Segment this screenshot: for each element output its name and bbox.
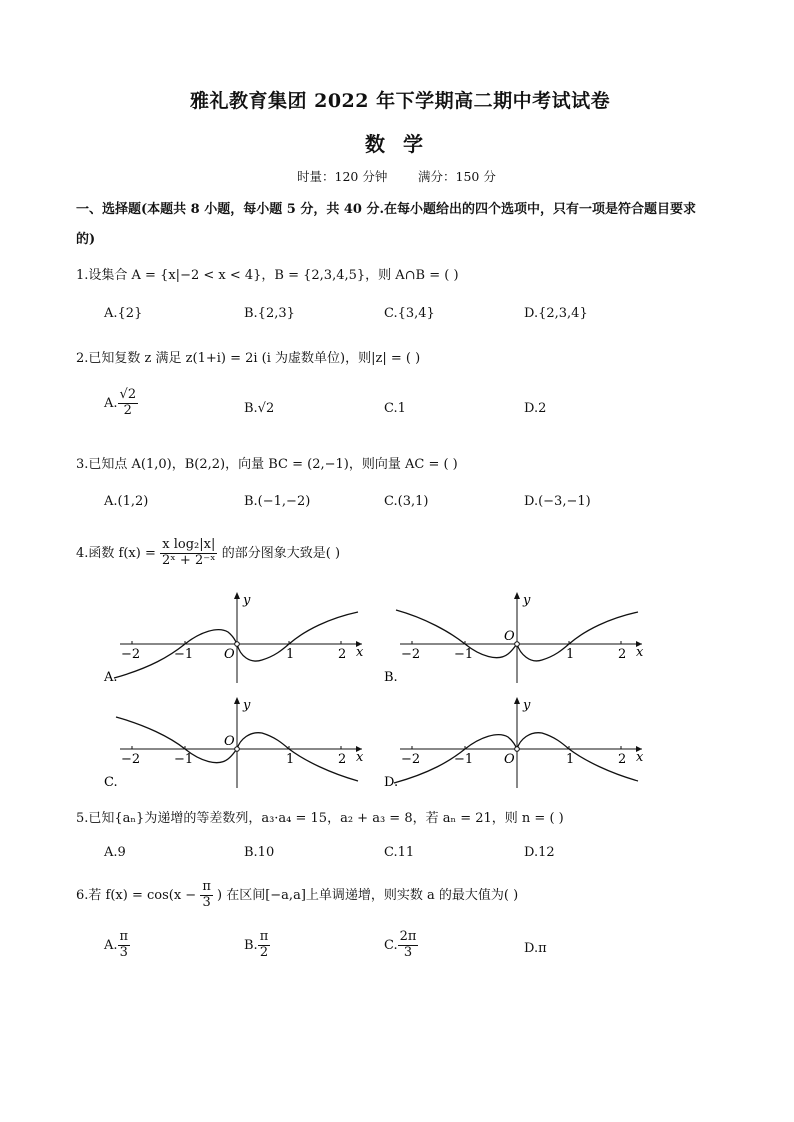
q1-option-d[interactable]: D.{2,3,4}: [524, 306, 588, 321]
origin-label: O: [504, 629, 515, 644]
q2-option-a-denominator: 2: [123, 402, 132, 418]
origin-label: O: [504, 752, 515, 767]
question-3-stem: 3.已知点 A(1,0)，B(2,2)，向量 BC = (2,−1)，则向量 AC = ( ): [76, 457, 458, 472]
q4-graph-d[interactable]: [380, 693, 650, 793]
tick-label-minus1: −1: [174, 647, 194, 662]
q6-option-b-fraction: [258, 930, 271, 961]
origin-hole: [515, 747, 520, 752]
graph-option-label: B.: [384, 670, 398, 685]
question-4-stem: [76, 538, 340, 569]
q6-option-c-denominator: 3: [403, 944, 413, 960]
tick-label-minus2: −2: [121, 647, 141, 662]
q2-option-d[interactable]: D.2: [524, 401, 547, 416]
q2-option-a-prefix: A.: [104, 395, 118, 411]
y-axis-label: y: [243, 593, 251, 608]
tick-label-2: 2: [338, 752, 347, 767]
q3-option-a[interactable]: A.(1,2): [104, 494, 149, 509]
q2-option-a[interactable]: [104, 388, 138, 419]
q2-option-b[interactable]: B.√2: [244, 401, 275, 416]
y-axis-label: y: [243, 698, 251, 713]
q6-option-a-denominator: 3: [119, 944, 128, 960]
q2-option-a-fraction: [118, 388, 139, 419]
q6-option-b-prefix: B.: [244, 937, 258, 953]
y-axis-arrow: [514, 592, 520, 599]
q4-function-fraction: [160, 538, 218, 569]
tick-label-minus1: −1: [454, 647, 474, 662]
x-axis-label: x: [356, 750, 364, 765]
tick-label-minus1: −1: [174, 752, 194, 767]
y-axis-label: y: [523, 593, 531, 608]
q4-graph-a[interactable]: [100, 588, 370, 688]
q6-option-c-fraction: [398, 930, 419, 961]
q1-option-a[interactable]: A.{2}: [104, 306, 143, 321]
q5-option-b[interactable]: B.10: [244, 845, 275, 860]
y-axis-arrow: [514, 697, 520, 704]
q5-option-c[interactable]: C.11: [384, 845, 415, 860]
tick-label-minus1: −1: [454, 752, 474, 767]
question-1-stem: 1.设集合 A = {x|−2 < x < 4}，B = {2,3,4,5}，则 A∩B = ( ): [76, 268, 459, 283]
q4-stem-suffix: 的部分图象大致是( ): [221, 545, 341, 561]
tick-label-1: 1: [566, 752, 575, 767]
q2-option-c[interactable]: C.1: [384, 401, 406, 416]
x-axis-label: x: [636, 645, 644, 660]
origin-label: O: [224, 647, 235, 662]
tick-label-2: 2: [338, 647, 347, 662]
q3-option-b[interactable]: B.(−1,−2): [244, 494, 311, 509]
section-heading-line2: 的): [76, 232, 96, 247]
q6-stem-fraction-denominator: 3: [202, 894, 211, 910]
q4-stem-prefix: 4.函数 f(x) =: [76, 545, 156, 561]
q6-option-d[interactable]: D.π: [524, 941, 547, 956]
q4-fraction-denominator: 2ˣ + 2⁻ˣ: [162, 552, 216, 568]
graph-option-label: C.: [104, 775, 118, 790]
section-heading-line1: 一、选择题(本题共 8 小题，每小题 5 分，共 40 分.在每小题给出的四个选项中，只有一项是符合题目要求: [76, 202, 697, 217]
graph-option-label: A.: [104, 670, 118, 685]
q6-stem-fraction-numerator: π: [202, 879, 211, 894]
tick-label-2: 2: [618, 647, 627, 662]
q6-option-a-numerator: π: [119, 929, 129, 944]
subject-heading: 数学: [365, 132, 441, 156]
q6-option-a[interactable]: [104, 930, 130, 961]
q4-graph-c[interactable]: [100, 693, 370, 793]
tick-label-1: 1: [286, 752, 295, 767]
q2-option-a-numerator: √2: [119, 387, 137, 402]
q5-option-a[interactable]: A.9: [104, 845, 126, 860]
tick-label-1: 1: [566, 647, 575, 662]
question-2-stem: 2.已知复数 z 满足 z(1+i) = 2i (i 为虚数单位)，则|z| = ( ): [76, 351, 421, 366]
q3-option-c[interactable]: C.(3,1): [384, 494, 429, 509]
q1-option-c[interactable]: C.{3,4}: [384, 306, 435, 321]
q3-option-d[interactable]: D.(−3,−1): [524, 494, 591, 509]
exam-title: 雅礼教育集团 2022 年下学期高二期中考试试卷: [190, 90, 611, 112]
q6-option-a-prefix: A.: [104, 937, 118, 953]
function-curve: [394, 733, 638, 783]
q4-fraction-numerator: x log₂|x|: [162, 537, 216, 552]
q6-option-b[interactable]: [244, 930, 270, 961]
origin-label: O: [224, 734, 235, 749]
tick-label-2: 2: [618, 752, 627, 767]
tick-label-minus2: −2: [401, 647, 421, 662]
question-6-stem: [76, 880, 518, 911]
y-axis-label: y: [523, 698, 531, 713]
q6-stem-prefix: 6.若 f(x) = cos(x −: [76, 887, 197, 903]
q4-graph-b[interactable]: [380, 588, 650, 688]
q6-stem-suffix: ) 在区间[−a,a]上单调递增，则实数 a 的最大值为( ): [217, 887, 519, 903]
q6-stem-fraction: [200, 880, 213, 911]
tick-label-1: 1: [286, 647, 295, 662]
tick-label-minus2: −2: [401, 752, 421, 767]
q6-option-a-fraction: [118, 930, 131, 961]
origin-hole: [235, 642, 240, 647]
x-axis-label: x: [636, 750, 644, 765]
question-5-stem: 5.已知{aₙ}为递增的等差数列，a₃·a₄ = 15，a₂ + a₃ = 8，若 aₙ = 21，则 n = ( ): [76, 811, 564, 826]
q6-option-b-denominator: 2: [259, 944, 269, 960]
exam-time: 时量：120 分钟: [297, 169, 388, 184]
q6-option-c[interactable]: [384, 930, 418, 961]
origin-hole: [515, 642, 520, 647]
q6-option-c-prefix: C.: [384, 937, 398, 953]
q6-option-c-numerator: 2π: [399, 929, 417, 944]
origin-hole: [235, 747, 240, 752]
q1-option-b[interactable]: B.{2,3}: [244, 306, 295, 321]
q6-option-b-numerator: π: [259, 929, 269, 944]
y-axis-arrow: [234, 697, 240, 704]
graph-option-label: D.: [384, 775, 399, 790]
x-axis-label: x: [356, 645, 364, 660]
q5-option-d[interactable]: D.12: [524, 845, 555, 860]
tick-label-minus2: −2: [121, 752, 141, 767]
exam-score: 满分：150 分: [418, 169, 496, 184]
y-axis-arrow: [234, 592, 240, 599]
